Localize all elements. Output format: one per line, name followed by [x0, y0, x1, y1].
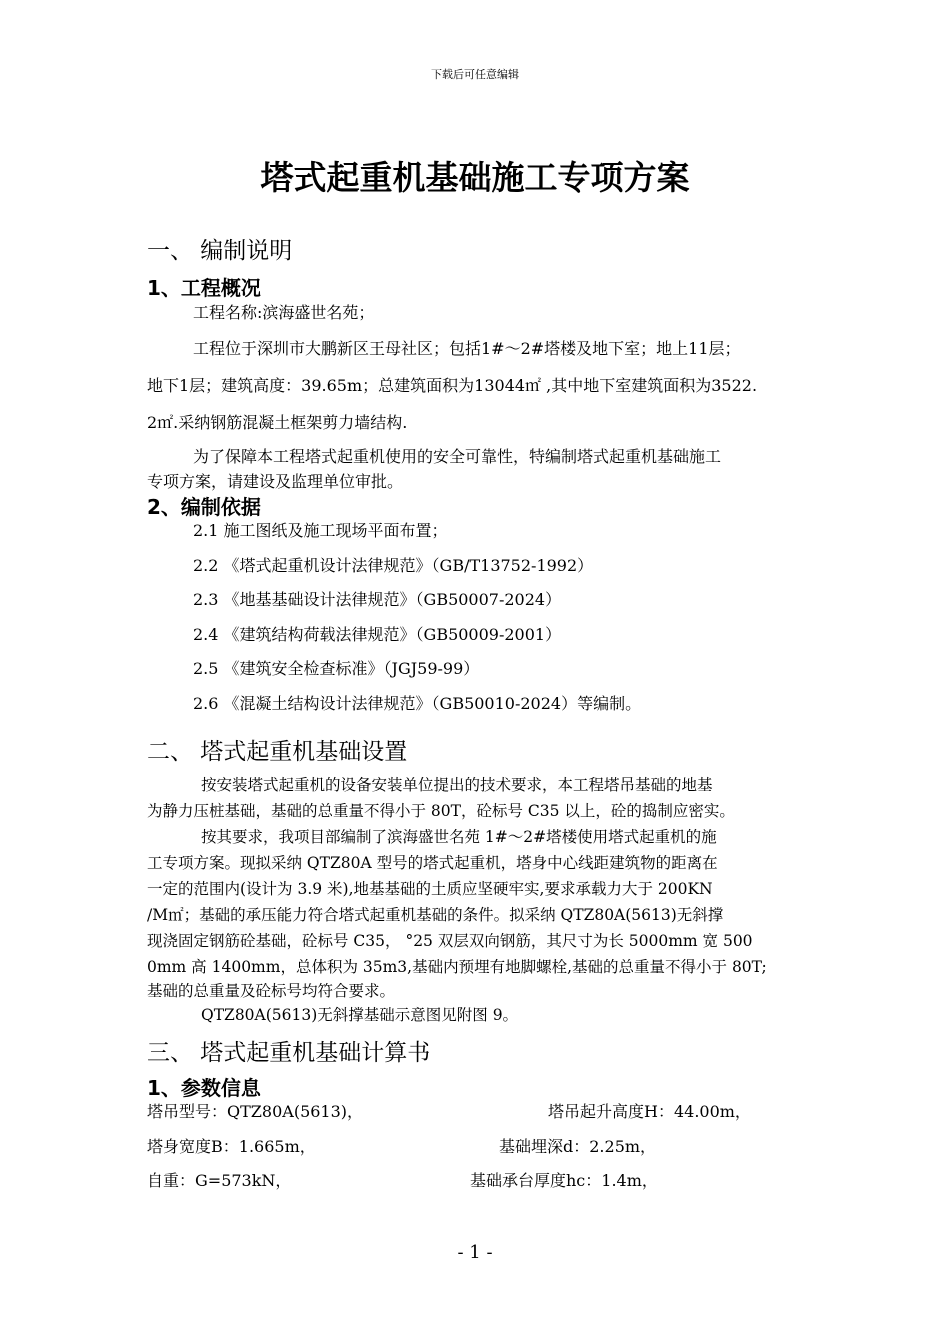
reference-item: 2.6 《混凝土结构设计法律规范》（GB50010-2024）等编制。	[193, 694, 642, 713]
reference-item: 2.1 施工图纸及施工现场平面布置；	[193, 521, 448, 540]
parameter-item: 塔身宽度B：1.665m，	[147, 1137, 316, 1156]
paragraph-line: 按其要求，我项目部编制了滨海盛世名苑 1#～2#塔楼使用塔式起重机的施	[201, 828, 717, 846]
subsection-heading-1-1: 1、工程概况	[147, 276, 261, 300]
paragraph-line: 工程位于深圳市大鹏新区王母社区；包括1#～2#塔楼及地下室；地上11层；	[193, 339, 741, 358]
paragraph-line: 为了保障本工程塔式起重机使用的安全可靠性，特编制塔式起重机基础施工	[193, 447, 722, 466]
parameter-item: 塔吊起升高度H：44.00m，	[548, 1102, 751, 1121]
paragraph-line: 为静力压桩基础，基础的总重量不得小于 80T，砼标号 C35 以上，砼的捣制应密实。	[147, 802, 735, 820]
parameter-item: 塔吊型号：QTZ80A(5613)，	[147, 1102, 364, 1121]
parameter-item: 基础承台厚度hc：1.4m，	[470, 1171, 658, 1190]
reference-item: 2.4 《建筑结构荷载法律规范》（GB50009-2001）	[193, 625, 562, 644]
subsection-heading-1-2: 2、编制依据	[147, 495, 261, 519]
paragraph-line: 地下1层；建筑高度：39.65m；总建筑面积为13044㎡ ,其中地下室建筑面积为3522.	[147, 376, 758, 395]
reference-item: 2.5 《建筑安全检查标准》（JGJ59-99）	[193, 659, 480, 678]
section-heading-3: 三、 塔式起重机基础计算书	[147, 1040, 431, 1066]
paragraph-line: QTZ80A(5613)无斜撑基础示意图见附图 9。	[201, 1006, 519, 1024]
reference-item: 2.2 《塔式起重机设计法律规范》（GB/T13752-1992）	[193, 556, 594, 575]
paragraph-line: 工程名称:滨海盛世名苑；	[193, 303, 375, 322]
paragraph-line: 基础的总重量及砼标号均符合要求。	[147, 982, 396, 1000]
section-heading-1: 一、 编制说明	[147, 238, 293, 264]
section-heading-2: 二、 塔式起重机基础设置	[147, 739, 408, 765]
parameter-item: 自重：G=573kN，	[147, 1171, 292, 1190]
reference-item: 2.3 《地基基础设计法律规范》（GB50007-2024）	[193, 590, 562, 609]
paragraph-line: 工专项方案。现拟采纳 QTZ80A 型号的塔式起重机，塔身中心线距建筑物的距离在	[147, 854, 718, 872]
parameter-item: 基础埋深d：2.25m，	[499, 1137, 657, 1156]
paragraph-line: 一定的范围内(设计为 3.9 米),地基基础的土质应坚硬牢实,要求承载力大于 200KN	[147, 880, 713, 898]
header-note: 下载后可任意编辑	[431, 68, 519, 81]
subsection-heading-3-1: 1、参数信息	[147, 1076, 261, 1100]
paragraph-line: 0mm 高 1400mm，总体积为 35m3,基础内预埋有地脚螺栓,基础的总重量不得小于 80T;	[147, 958, 767, 976]
paragraph-line: 按安装塔式起重机的设备安装单位提出的技术要求，本工程塔吊基础的地基	[201, 776, 713, 794]
page-number: - 1 -	[457, 1242, 493, 1263]
paragraph-line: 专项方案，请建设及监理单位审批。	[147, 472, 404, 491]
paragraph-line: 现浇固定钢筋砼基础，砼标号 C35， °25 双层双向钢筋，其尺寸为长 5000mm 宽 500	[147, 932, 753, 950]
paragraph-line: /M㎡；基础的承压能力符合塔式起重机基础的条件。拟采纳 QTZ80A(5613)无斜撑	[147, 906, 724, 924]
paragraph-line: 2㎡.采纳钢筋混凝土框架剪力墙结构.	[147, 413, 408, 432]
document-title: 塔式起重机基础施工专项方案	[260, 158, 690, 197]
